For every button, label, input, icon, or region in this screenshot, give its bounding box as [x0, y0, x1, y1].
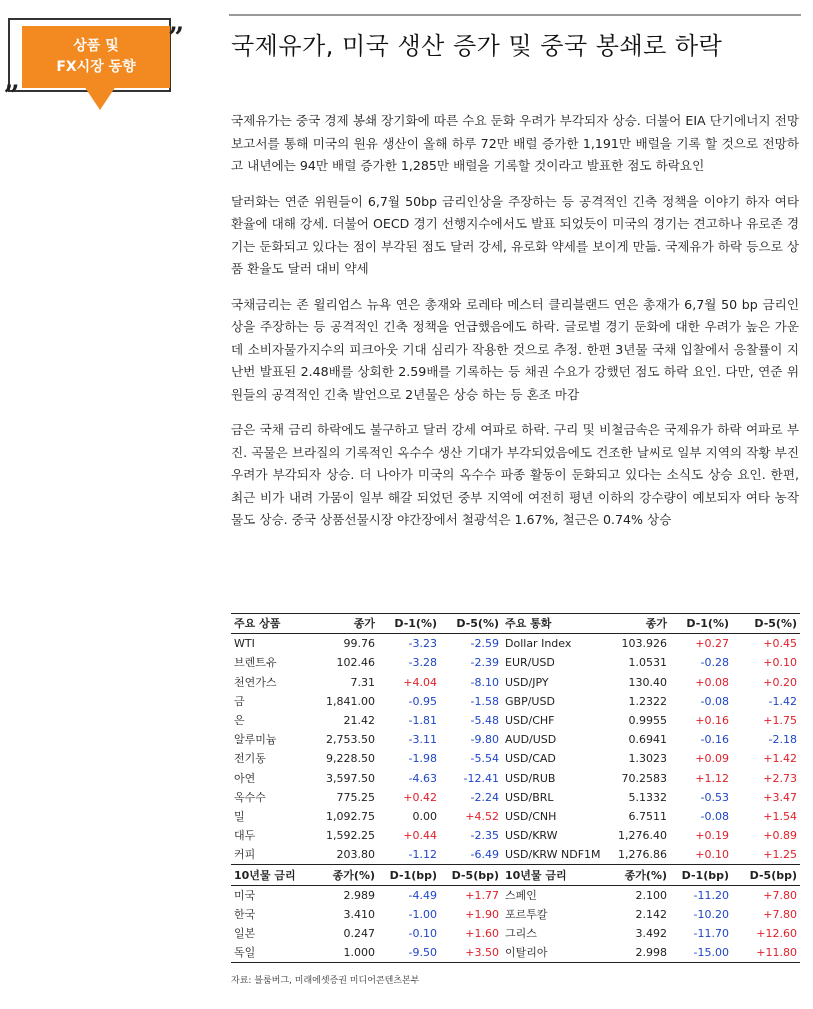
table-row — [231, 653, 800, 672]
source-note: 자료: 블룸버그, 미래에셋증권 미디어콘텐츠본부 — [231, 976, 420, 986]
table-cell: USD/CNH — [505, 809, 557, 823]
table-cell: 2.998 — [607, 943, 670, 963]
close-quote-icon: ” — [168, 21, 185, 54]
table-cell: 전기동 — [234, 752, 266, 766]
table-cell: 독일 — [231, 943, 311, 963]
table-cell: -0.28 — [700, 656, 729, 670]
column-header: D-5(bp) — [732, 865, 800, 885]
column-header: 10년물 금리 — [231, 865, 311, 885]
table-cell: 0.247 — [343, 927, 375, 941]
table-cell: -2.59 — [470, 637, 499, 651]
table-cell: +1.12 — [695, 771, 729, 785]
table-cell: +2.73 — [763, 771, 797, 785]
table-cell: +0.42 — [403, 790, 437, 804]
table-cell: WTI — [234, 637, 255, 651]
table-cell: -0.08 — [700, 694, 729, 708]
table-cell: 7.31 — [350, 675, 375, 689]
table-cell: 0.9955 — [628, 714, 667, 728]
table-cell: GBP/USD — [505, 694, 555, 708]
table-cell: +0.10 — [670, 845, 732, 865]
table-cell: 1,276.40 — [618, 829, 667, 843]
table-cell: 102.46 — [336, 656, 375, 670]
table-cell: 금 — [234, 694, 245, 708]
table-cell: -0.16 — [700, 733, 729, 747]
table-cell: 스페인 — [505, 888, 537, 902]
table-cell: -5.54 — [470, 752, 499, 766]
table-cell: 0.6941 — [628, 733, 667, 747]
table-cell: -2.35 — [470, 829, 499, 843]
table-cell: -1.00 — [408, 907, 437, 921]
table-cell: +7.80 — [763, 907, 797, 921]
market-table — [231, 613, 800, 963]
table-cell: +1.77 — [465, 888, 499, 902]
table-row — [231, 634, 800, 654]
table-cell: -0.95 — [408, 694, 437, 708]
table-cell: -11.20 — [693, 888, 729, 902]
table-cell: 1.3023 — [628, 752, 667, 766]
table-cell: -9.50 — [378, 943, 440, 963]
table-cell: -3.11 — [408, 733, 437, 747]
column-header: 종가 — [311, 614, 378, 634]
column-header: 종가(%) — [607, 865, 670, 885]
table-cell: 아연 — [234, 771, 256, 785]
page-title: 국제유가, 미국 생산 증가 및 중국 봉쇄로 하락 — [231, 32, 723, 60]
table-cell: -0.53 — [700, 790, 729, 804]
table-cell: +0.45 — [763, 637, 797, 651]
table-cell: 1.2322 — [628, 694, 667, 708]
column-header: 종가 — [607, 614, 670, 634]
table-cell: 알루미늄 — [234, 733, 277, 747]
table-cell: 3.410 — [343, 907, 375, 921]
table-cell: -2.39 — [470, 656, 499, 670]
column-header: D-5(bp) — [440, 865, 502, 885]
table-cell: 은 — [234, 714, 245, 728]
table-row — [231, 730, 800, 749]
table-cell: +0.27 — [695, 637, 729, 651]
table-cell: -1.98 — [408, 752, 437, 766]
table-cell: 2,753.50 — [326, 733, 375, 747]
table-cell: -9.80 — [470, 733, 499, 747]
table-cell: +3.47 — [763, 790, 797, 804]
table-cell: +1.25 — [732, 845, 800, 865]
table-row — [231, 845, 800, 865]
table-cell: 103.926 — [621, 637, 667, 651]
table-cell: -2.24 — [470, 790, 499, 804]
table-cell: 천연가스 — [234, 675, 277, 689]
table-cell: +1.60 — [465, 927, 499, 941]
table-cell: 한국 — [234, 907, 256, 921]
table-cell: -1.81 — [408, 714, 437, 728]
table-cell: -4.49 — [408, 888, 437, 902]
paragraph-oil: 국제유가는 중국 경제 봉쇄 장기화에 따른 수요 둔화 우려가 부각되자 상승. 더불어 EIA 단기에너지 전망 보고서를 통해 미국의 원유 생산이 올해 하루 72만 배럴 증가한 1,191만 배럴을 기록 할 것으로 전망하고 내년에는 94만 배럴 증가한 1,285만 배럴을 기록할 것이라고 발표한 점도 하락요인 — [231, 113, 799, 173]
table-cell: -0.08 — [700, 809, 729, 823]
table-cell: 커피 — [231, 845, 311, 865]
table-cell: +12.60 — [756, 927, 797, 941]
table-cell: 1.000 — [311, 943, 378, 963]
table-row — [231, 826, 800, 845]
column-header: D-5(%) — [732, 614, 800, 634]
column-header: 주요 상품 — [231, 614, 311, 634]
badge-line1: 상품 및 — [73, 38, 119, 54]
table-row — [231, 885, 800, 905]
table-row — [231, 943, 800, 963]
paragraph-dollar: 달러화는 연준 위원들이 6,7월 50bp 금리인상을 주장하는 등 공격적인 긴축 정책을 이야기 하자 여타 환율에 대해 강세. 더불어 OECD 경기 선행지수에서도 발표 되었듯이 미국의 경기는 견고하나 유로존 경기는 둔화되고 있다는 점이 부각된 점도 달러 강세, 유로화 약세를 보이게 만듦. 국제유가 하락 등으로 상품 환율도 달러 대비 약세 — [231, 193, 799, 276]
table-cell: +3.50 — [440, 943, 502, 963]
table-cell: 0.00 — [412, 809, 437, 823]
table-cell: AUD/USD — [505, 733, 557, 747]
column-header: D-1(bp) — [670, 865, 732, 885]
table-cell: Dollar Index — [505, 637, 572, 651]
table-cell: +0.08 — [695, 675, 729, 689]
table1-header-row — [231, 614, 800, 634]
table-cell: 3.492 — [635, 927, 667, 941]
table-cell: +11.80 — [732, 943, 800, 963]
article-body — [231, 110, 799, 545]
table-cell: -15.00 — [670, 943, 732, 963]
table-cell: 이탈리아 — [502, 943, 607, 963]
table-cell: 2.100 — [635, 888, 667, 902]
title-rule — [229, 14, 801, 16]
column-header: D-5(%) — [440, 614, 502, 634]
badge-pointer — [84, 86, 116, 110]
table-cell: +0.09 — [695, 752, 729, 766]
column-header: 주요 통화 — [502, 614, 607, 634]
table-cell: -6.49 — [440, 845, 502, 865]
table-cell: 포르투칼 — [505, 907, 548, 921]
table-cell: USD/KRW NDF1M — [502, 845, 607, 865]
table-cell: USD/RUB — [505, 771, 556, 785]
table-cell: 70.2583 — [621, 771, 667, 785]
table-cell: +0.16 — [695, 714, 729, 728]
table-cell: +1.90 — [465, 907, 499, 921]
table-cell: USD/BRL — [505, 790, 554, 804]
table-row — [231, 924, 800, 943]
table-cell: +4.04 — [403, 675, 437, 689]
table-row — [231, 711, 800, 730]
paragraph-metals-grains: 금은 국채 금리 하락에도 불구하고 달러 강세 여파로 하락. 구리 및 비철금속은 국제유가 하락 여파로 부진. 곡물은 브라질의 기록적인 옥수수 생산 기대가 부각되었음에도 건조한 날씨로 일부 지역의 작황 부진 우려가 부각되자 상승. 더 나아가 미국의 옥수수 파종 활동이 둔화되고 있다는 소식도 상승 요인. 한편, 최근 비가 내려 가뭄이 일부 해갈 되었던 중부 지역에 여전히 평년 이하의 강수량이 예보되자 여타 농작물도 상승. 중국 상품선물시장 야간장에서 철광석은 1.67%, 철근은 0.74% 상승 — [231, 422, 799, 527]
table-cell: 일본 — [234, 927, 256, 941]
table-row — [231, 905, 800, 924]
table-cell: USD/CAD — [505, 752, 556, 766]
table-cell: 21.42 — [343, 714, 375, 728]
table-cell: 203.80 — [311, 845, 378, 865]
table-cell: -5.48 — [470, 714, 499, 728]
table-cell: +1.54 — [763, 809, 797, 823]
table-cell: 대두 — [234, 829, 256, 843]
table-cell: -12.41 — [463, 771, 499, 785]
table-cell: +0.10 — [763, 656, 797, 670]
table-cell: 브렌트유 — [234, 656, 277, 670]
column-header: D-1(bp) — [378, 865, 440, 885]
table-cell: -3.23 — [408, 637, 437, 651]
table-cell: +1.75 — [763, 714, 797, 728]
table-cell: 옥수수 — [234, 790, 266, 804]
table-cell: 130.40 — [628, 675, 667, 689]
table-cell: +4.52 — [465, 809, 499, 823]
column-header: D-1(%) — [670, 614, 732, 634]
table-row — [231, 769, 800, 788]
open-quote-icon: „ — [4, 63, 21, 96]
column-header: 10년물 금리 — [502, 865, 607, 885]
table-cell: -10.20 — [693, 907, 729, 921]
table-cell: +7.80 — [763, 888, 797, 902]
table-cell: +0.89 — [763, 829, 797, 843]
section-badge — [4, 18, 185, 113]
table-cell: 1,276.86 — [607, 845, 670, 865]
table-cell: +0.20 — [763, 675, 797, 689]
column-header: 종가(%) — [311, 865, 378, 885]
table-cell: 1,092.75 — [326, 809, 375, 823]
table-cell: +0.44 — [403, 829, 437, 843]
table-cell: 1,592.25 — [326, 829, 375, 843]
table-cell: -4.63 — [408, 771, 437, 785]
table-cell: USD/KRW — [505, 829, 558, 843]
table-cell: -1.58 — [470, 694, 499, 708]
table-cell: 3,597.50 — [326, 771, 375, 785]
badge-line2: FX시장 동향 — [56, 59, 136, 75]
table-cell: 1,841.00 — [326, 694, 375, 708]
badge-label — [22, 26, 170, 88]
table-cell: -8.10 — [470, 675, 499, 689]
table-cell: USD/CHF — [505, 714, 555, 728]
table-cell: 6.7511 — [628, 809, 667, 823]
table-cell: -2.18 — [768, 733, 797, 747]
table-cell: +1.42 — [763, 752, 797, 766]
table-cell: 밀 — [234, 809, 245, 823]
table-row — [231, 749, 800, 768]
table-cell: -3.28 — [408, 656, 437, 670]
table-cell: 775.25 — [336, 790, 375, 804]
table-cell: 99.76 — [343, 637, 375, 651]
table-cell: +0.19 — [695, 829, 729, 843]
table-row — [231, 673, 800, 692]
table-cell: 2.989 — [343, 888, 375, 902]
table-cell: 9,228.50 — [326, 752, 375, 766]
table-cell: 1.0531 — [628, 656, 667, 670]
table-cell: 5.1332 — [628, 790, 667, 804]
table-cell: 그리스 — [505, 927, 537, 941]
column-header: D-1(%) — [378, 614, 440, 634]
table-row — [231, 788, 800, 807]
table-cell: 2.142 — [635, 907, 667, 921]
table-cell: -0.10 — [408, 927, 437, 941]
table-row — [231, 807, 800, 826]
table-cell: USD/JPY — [505, 675, 549, 689]
table-cell: -1.42 — [768, 694, 797, 708]
table-row — [231, 692, 800, 711]
table-cell: -1.12 — [378, 845, 440, 865]
table-cell: -11.70 — [693, 927, 729, 941]
table-cell: 미국 — [234, 888, 256, 902]
paragraph-bonds: 국채금리는 존 윌리엄스 뉴욕 연은 총재와 로레타 메스터 클리블랜드 연은 총재가 6,7월 50 bp 금리인상을 주장하는 등 공격적인 긴축 정책을 언급했음에도 하락. 글로벌 경기 둔화에 대한 우려가 높은 가운데 소비자물가지수의 피크아웃 기대 심리가 작용한 것으로 추정. 한편 3년물 국채 입찰에서 응찰률이 지난번 발표된 2.48배를 상회한 2.59배를 기록하는 등 채권 수요가 강했던 점도 하락 요인. 다만, 연준 위원들의 공격적인 긴축 발언으로 2년물은 상승 하는 등 혼조 마감 — [231, 296, 799, 402]
table2-header-row — [231, 865, 800, 885]
table-cell: EUR/USD — [505, 656, 555, 670]
